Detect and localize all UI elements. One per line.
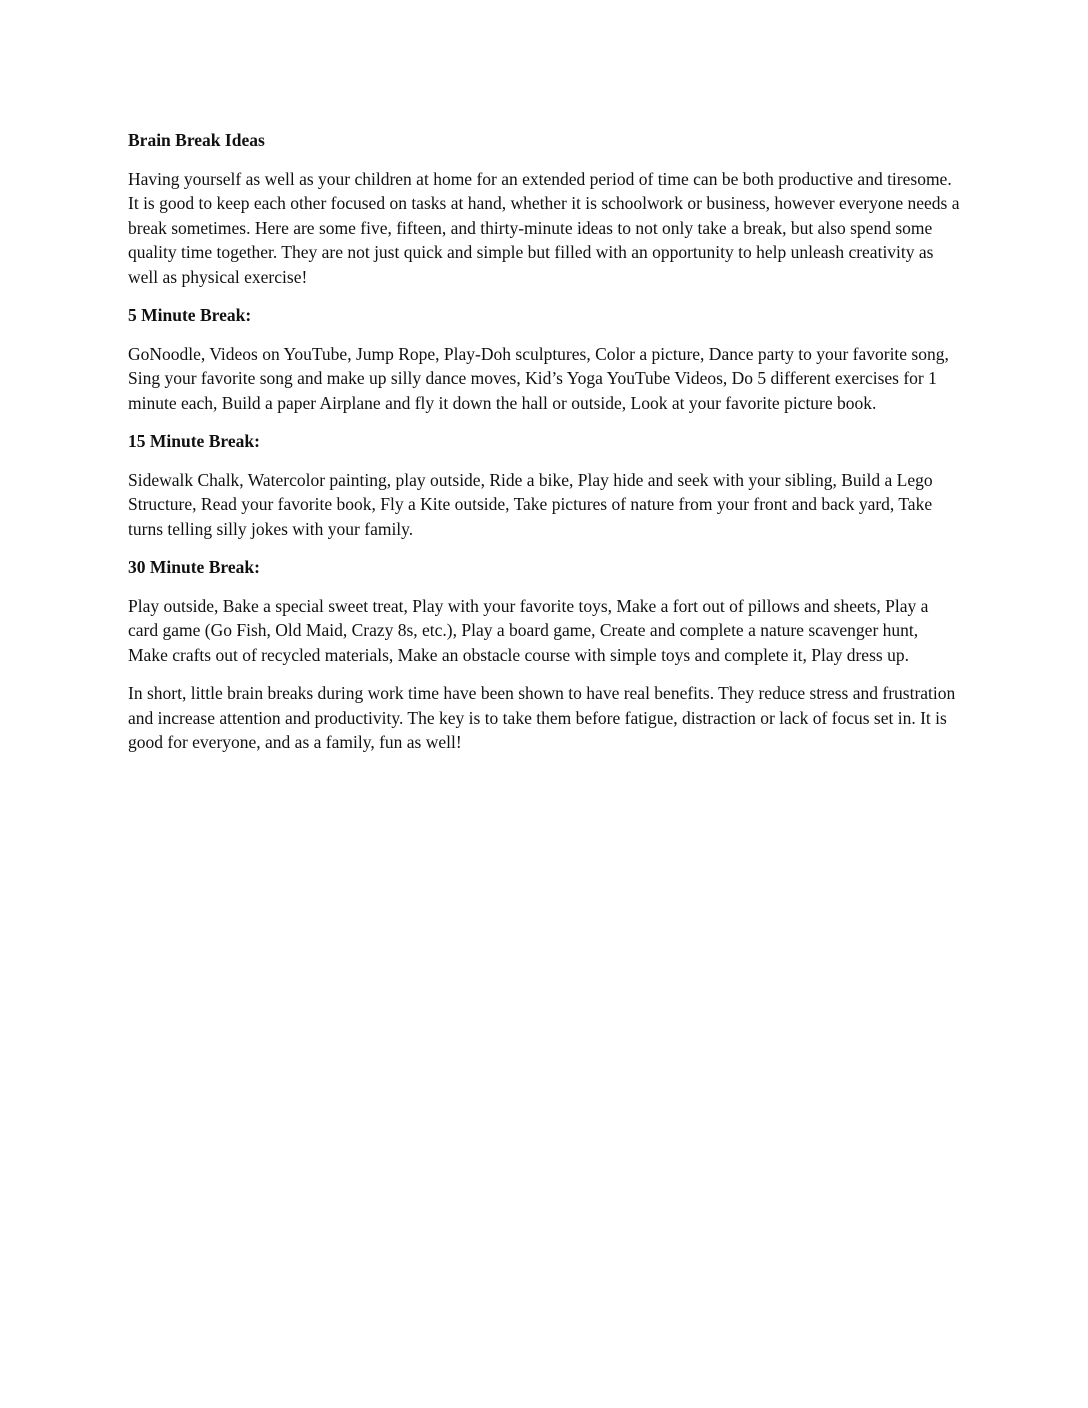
section-body-5-minute: GoNoodle, Videos on YouTube, Jump Rope, Play-Doh sculptures, Color a picture, Dance party to your favorite song, Sing your favorite song and make up silly dance moves, Kid’s Yoga YouTube Videos, Do 5 different exercises for 1 minute each, Build a paper Airplane and fly it down the hall or outside, Look at your favorite picture book. xyxy=(128,343,949,413)
section-heading-5-minute: 5 Minute Break: xyxy=(128,305,252,325)
section-heading-30-minute: 30 Minute Break: xyxy=(128,557,260,577)
section-heading-15-minute: 15 Minute Break: xyxy=(128,431,260,451)
intro-paragraph: Having yourself as well as your children at home for an extended period of time can be both productive and tiresome. It is good to keep each other focused on tasks at hand, whether it is schoolwork or business, however everyone needs a break sometimes. Here are some five, fifteen, and thirty-minute ideas to not only take a break, but also spend some quality time together. They are not just quick and simple but filled with an opportunity to help unleash creativity as well as physical exercise! xyxy=(128,168,960,287)
section-body-15-minute: Sidewalk Chalk, Watercolor painting, play outside, Ride a bike, Play hide and seek with your sibling, Build a Lego Structure, Read your favorite book, Fly a Kite outside, Take pictures of nature from your front and back yard, Take turns telling silly jokes with your family. xyxy=(128,469,933,539)
document-page xyxy=(128,128,962,769)
section-body-30-minute: Play outside, Bake a special sweet treat, Play with your favorite toys, Make a fort out of pillows and sheets, Play a card game (Go Fish, Old Maid, Crazy 8s, etc.), Play a board game, Create and complete a nature scavenger hunt, Make crafts out of recycled materials, Make an obstacle course with simple toys and complete it, Play dress up. xyxy=(128,595,929,665)
document-title: Brain Break Ideas xyxy=(128,130,265,150)
conclusion-paragraph: In short, little brain breaks during work time have been shown to have real benefits. They reduce stress and frustration and increase attention and productivity. The key is to take them before fatigue, distraction or lack of focus set in. It is good for everyone, and as a family, fun as well! xyxy=(128,683,956,752)
